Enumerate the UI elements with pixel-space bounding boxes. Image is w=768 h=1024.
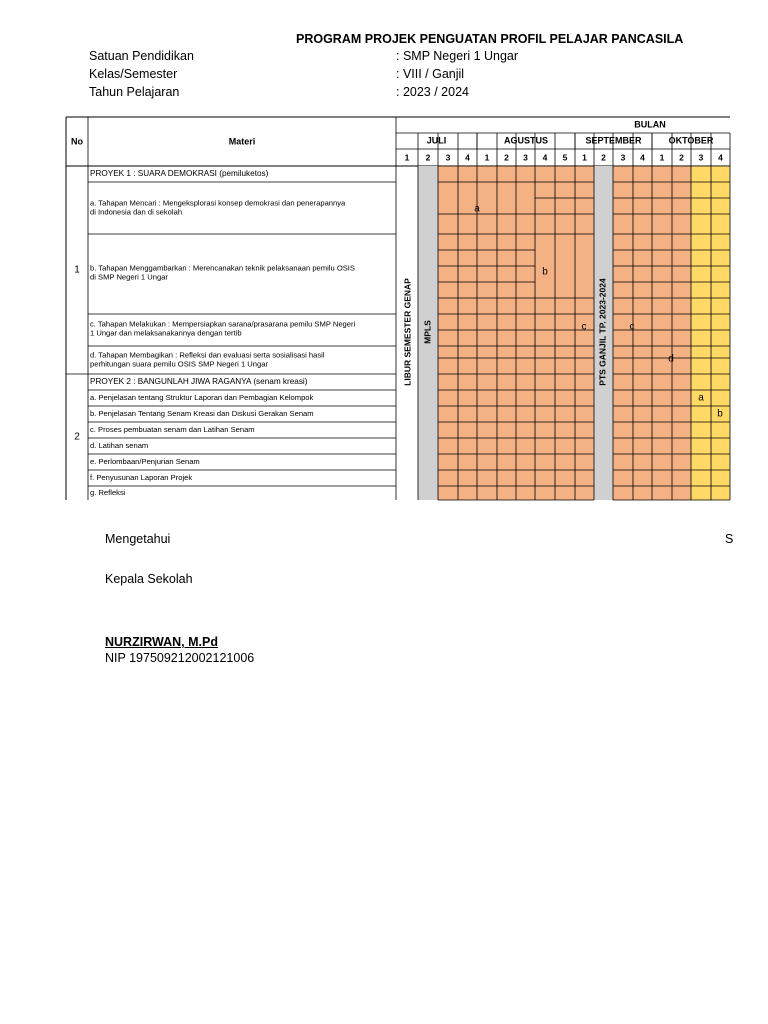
week-label: 2: [425, 152, 431, 163]
schedule-column-fill: [633, 166, 652, 500]
schedule-column-fill: [458, 166, 477, 500]
week-label: 4: [542, 152, 548, 163]
project-2-item: g. Refleksi: [90, 488, 126, 497]
signature-nip: NIP 197509212002121006: [105, 651, 255, 665]
week-label: 1: [484, 152, 490, 163]
month-label: OKTOBER: [668, 135, 714, 146]
project-1-item: d. Tahapan Membagikan : Refleksi dan evaluasi serta sosialisasi hasil perhitungan suara pemilu OSIS SMP Negeri 1 Ungar: [90, 350, 325, 369]
mark-p1-d: d: [668, 353, 674, 365]
mark-p1-c2: c: [629, 321, 635, 333]
meta-label-satuan: Satuan Pendidikan: [89, 49, 194, 63]
mark-p2-b: b: [717, 408, 723, 420]
schedule-column-fill: [516, 166, 535, 500]
signature-role: Kepala Sekolah: [105, 572, 193, 586]
week-label: 2: [504, 152, 509, 163]
project-1-item: c. Tahapan Melakukan : Mempersiapkan sarana/prasarana pemilu SMP Negeri 1 Ungar dan melaksanakannya dengan tertib: [90, 319, 356, 338]
schedule-column-fill: [555, 166, 575, 500]
week-label: 4: [718, 152, 723, 163]
schedule-column-fill: [535, 166, 555, 500]
meta-value-tahun: : 2023 / 2024: [396, 85, 469, 99]
schedule-column-fill: [575, 166, 594, 500]
document-title: PROGRAM PROJEK PENGUATAN PROFIL PELAJAR PANCASILA: [296, 32, 684, 46]
mark-p1-b: b: [542, 266, 548, 278]
schedule-column-fill: [652, 166, 672, 500]
month-label: SEPTEMBER: [585, 135, 642, 146]
week-label: 5: [562, 152, 568, 163]
project-2-item: b. Penjelasan Tentang Senam Kreasi dan Diskusi Gerakan Senam: [90, 409, 314, 418]
vertical-label-pts: PTS GANJIL TP. 2023-2024: [597, 278, 608, 386]
schedule-column-fill: [711, 166, 730, 500]
schedule-column-fill: [613, 166, 633, 500]
schedule-column-fill: [691, 166, 711, 500]
header-bulan: BULAN: [634, 119, 666, 130]
project-2-title: PROYEK 2 : BANGUNLAH JIWA RAGANYA (senam kreasi): [90, 377, 308, 387]
project-2-item: d. Latihan senam: [90, 441, 149, 450]
block-p1-a: [439, 183, 535, 214]
week-label: 2: [601, 152, 606, 163]
meta-label-tahun: Tahun Pelajaran: [89, 85, 180, 99]
project-2-item: a. Penjelasan tentang Struktur Laporan dan Pembagian Kelompok: [90, 393, 314, 402]
month-label: AGUSTUS: [503, 135, 549, 146]
schedule-column-fill: [497, 166, 516, 500]
week-label: 3: [523, 152, 528, 163]
week-label: 1: [582, 152, 587, 163]
week-label: 3: [698, 152, 704, 163]
project-2-item: e. Perlombaan/Penjurian Senam: [90, 457, 200, 466]
week-label: 1: [404, 152, 410, 163]
project-2-item: c. Proses pembuatan senam dan Latihan Senam: [90, 425, 255, 434]
header-materi: Materi: [228, 136, 256, 147]
project-1-item: a. Tahapan Mencari : Mengeksplorasi konsep demokrasi dan penerapannya di Indonesia dan di sekolah: [90, 198, 346, 217]
project-1-title: PROYEK 1 : SUARA DEMOKRASI (pemiluketos): [90, 169, 269, 179]
meta-value-kelas: : VIII / Ganjil: [396, 67, 465, 81]
project-1-no: 1: [74, 264, 80, 276]
mark-p1-c1: c: [581, 321, 587, 333]
mark-p2-a: a: [698, 392, 704, 404]
signature-name: NURZIRWAN, M.Pd: [105, 635, 218, 649]
mark-p1-a: a: [474, 203, 480, 215]
project-2-item: f. Penyusunan Laporan Projek: [90, 473, 193, 482]
project-1-item: b. Tahapan Menggambarkan : Merencanakan teknik pelaksanaan pemilu OSIS di SMP Negeri 1 Ungar: [90, 263, 355, 282]
vertical-label-mpls: MPLS: [422, 320, 433, 344]
meta-label-kelas: Kelas/Semester: [89, 67, 178, 81]
week-label: 3: [620, 152, 626, 163]
vertical-label-libur: LIBUR SEMESTER GENAP: [402, 278, 413, 386]
schedule-column-fill: [438, 166, 458, 500]
month-label: JULI: [426, 135, 447, 146]
week-label: 1: [659, 152, 665, 163]
header-no: No: [71, 136, 83, 147]
week-label: 2: [679, 152, 684, 163]
signature-mengetahui: Mengetahui: [105, 532, 171, 546]
week-label: 4: [640, 152, 645, 163]
week-label: 3: [445, 152, 451, 163]
week-label: 4: [465, 152, 470, 163]
schedule-column-fill: [477, 166, 497, 500]
meta-value-satuan: : SMP Negeri 1 Ungar: [396, 49, 519, 63]
schedule-column-fill: [672, 166, 691, 500]
signature-right-partial: S: [725, 532, 734, 546]
project-2-no: 2: [74, 431, 80, 443]
